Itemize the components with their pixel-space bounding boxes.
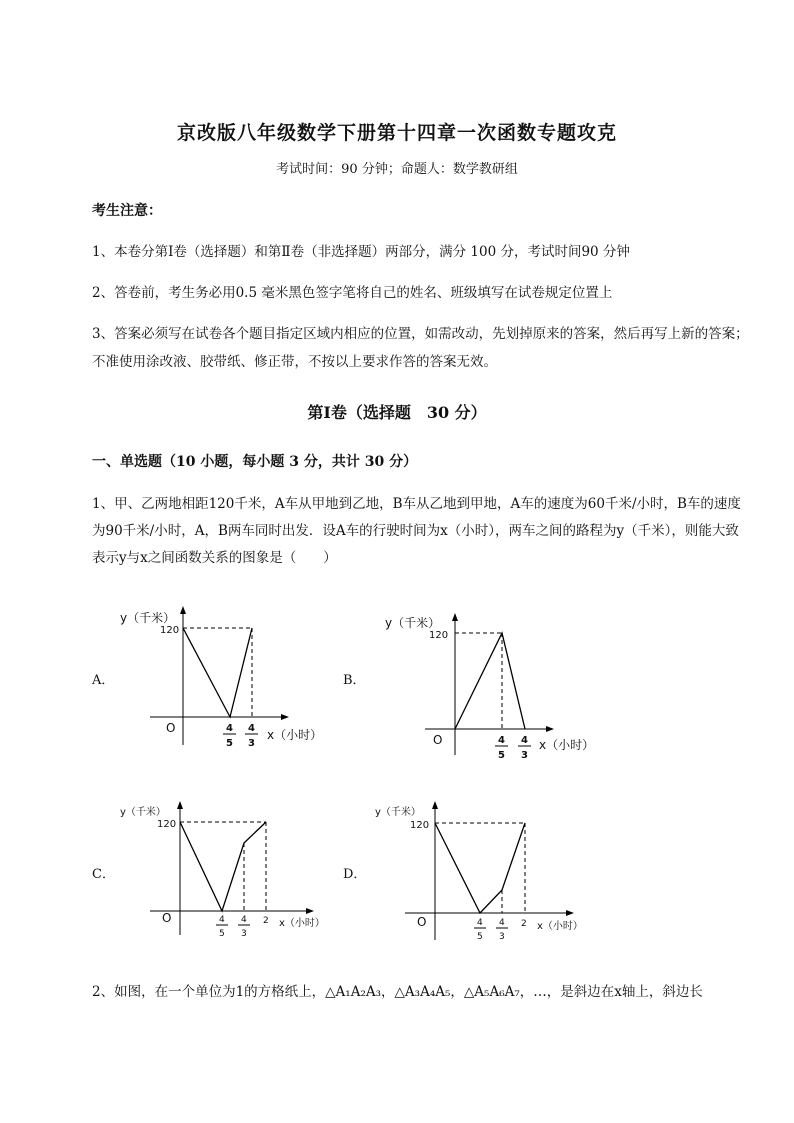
notice-heading: 考生注意：	[92, 203, 162, 219]
section-title: 第Ⅰ卷（选择题 30 分）	[307, 403, 487, 422]
y-axis-arrow	[180, 606, 186, 614]
question-2-text: 2、如图，在一个单位为1的方格纸上，△A₁A₂A₃，△A₃A₄A₅，△A₅A₆A₇，…，是斜边在x轴上，斜边长	[92, 984, 703, 1000]
frac-den: 5	[219, 929, 225, 939]
graph-c	[110, 795, 340, 945]
graph-a	[110, 600, 330, 760]
y-axis-label: y（千米）	[120, 807, 166, 818]
x-axis-arrow	[281, 714, 289, 720]
graph-b	[375, 605, 605, 765]
option-d-label[interactable]: D．	[343, 867, 367, 882]
x-axis-arrow	[306, 908, 314, 914]
y-axis-label: y（千米）	[120, 611, 176, 625]
question-1-text: 1、甲、乙两地相距120千米，A车从甲地到乙地，B车从乙地到甲地，A车的速度为60千米/小时，B车的速度为90千米/小时，A，B两车同时出发．设A车的行驶时间为x（小时），两车之间的路程为y（千米），则能大致表示y与x之间函数关系的图象是（ ）	[92, 496, 741, 566]
origin-label: O	[417, 915, 427, 929]
notice-item-2: 2、答卷前，考生务必用0.5 毫米黑色签字笔将自己的姓名、班级填写在试卷规定位置上	[92, 285, 613, 301]
y-tick-120: 120	[410, 820, 430, 831]
origin-label: O	[166, 721, 176, 735]
y-tick-120: 120	[160, 625, 180, 636]
frac-num: 4	[521, 735, 528, 746]
y-axis-arrow	[432, 801, 438, 809]
y-axis-label: y（千米）	[385, 616, 441, 630]
x-axis-label: x（小时）	[537, 921, 583, 932]
option-b-label[interactable]: B．	[343, 673, 366, 688]
notice-item-1: 1、本卷分第Ⅰ卷（选择题）和第Ⅱ卷（非选择题）两部分，满分 100 分，考试时间90 分钟	[92, 244, 630, 260]
y-tick-120: 120	[429, 630, 449, 641]
frac-num: 4	[498, 735, 505, 746]
frac-num: 4	[499, 918, 505, 928]
frac-den: 3	[248, 738, 255, 749]
x-axis-arrow	[546, 726, 554, 732]
y-tick-120: 120	[157, 819, 177, 830]
x-axis-label: x（小时）	[279, 918, 325, 929]
origin-label: O	[433, 733, 443, 747]
frac-den: 3	[521, 750, 528, 761]
notice-item-3: 3、答案必须写在试卷各个题目指定区域内相应的位置，如需改动，先划掉原来的答案，然后再写上新的答案；不准使用涂改液、胶带纸、修正带，不按以上要求作答的答案无效。	[92, 326, 749, 370]
page-title: 京改版八年级数学下册第十四章一次函数专题攻克	[176, 122, 617, 144]
frac-num: 4	[477, 918, 483, 928]
function-line	[183, 628, 252, 717]
frac-den: 5	[498, 750, 505, 761]
x-axis-arrow	[566, 910, 574, 916]
function-line	[455, 633, 525, 729]
option-c-label[interactable]: C．	[92, 867, 115, 882]
x-axis-label: x（小时）	[539, 738, 595, 752]
x-tick-2: 2	[521, 919, 527, 929]
frac-den: 3	[499, 932, 505, 942]
x-axis-label: x（小时）	[267, 728, 323, 742]
y-axis-arrow	[177, 801, 183, 809]
x-tick-2: 2	[263, 916, 269, 926]
part-heading: 一、单选题（10 小题，每小题 3 分，共计 30 分）	[92, 454, 418, 470]
frac-num: 4	[248, 723, 255, 734]
y-axis-arrow	[452, 613, 458, 621]
graph-d	[365, 795, 605, 945]
origin-label: O	[162, 911, 172, 925]
y-axis-label: y（千米）	[375, 807, 421, 818]
frac-den: 5	[226, 738, 233, 749]
frac-num: 4	[219, 915, 225, 925]
frac-num: 4	[226, 723, 233, 734]
option-a-label[interactable]: A．	[92, 673, 115, 688]
function-line	[435, 823, 525, 913]
frac-den: 3	[241, 929, 247, 939]
frac-num: 4	[241, 915, 247, 925]
exam-info: 考试时间：90 分钟；命题人：数学教研组	[276, 162, 518, 177]
frac-den: 5	[477, 932, 483, 942]
function-line	[180, 822, 266, 911]
